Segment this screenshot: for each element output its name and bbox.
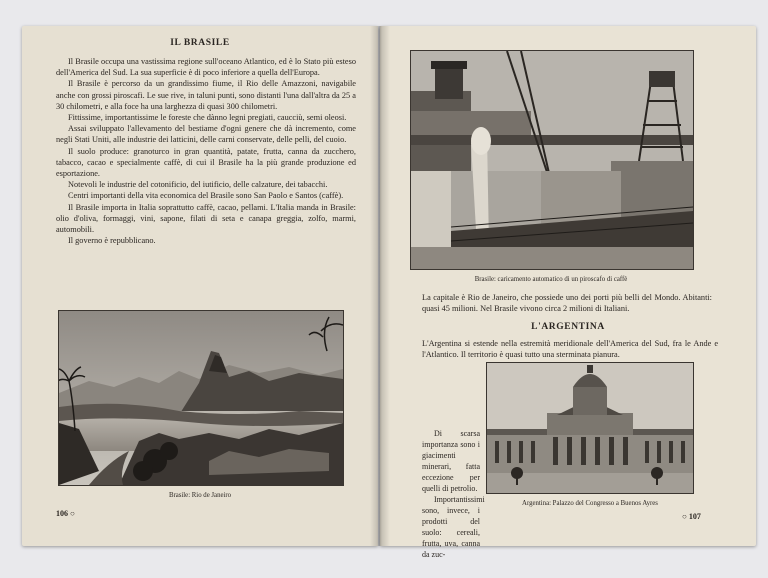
page-number-value: 107 (688, 512, 701, 521)
congress-palace-photo (486, 362, 694, 494)
section-title: L'ARGENTINA (531, 322, 605, 332)
right-page (380, 26, 756, 559)
paragraph: Fittissime, importantissime le foreste che dànno legni pregiati, caucciù, semi oleosi. (68, 113, 347, 123)
paragraph: Centri importanti della vita economica del Brasile sono San Paolo e Santos (caffè). (68, 191, 344, 201)
photo-caption: Brasile: Rio de Janeiro (168, 492, 232, 499)
page-number (682, 512, 701, 521)
page-number (56, 509, 75, 518)
paragraph: Il Brasile importa in Italia soprattutto caffè, cacao, pellami. L'Italia manda in Brasile: olio d'oliva, formaggi, vini, sapone, filati di seta e canapa greggia, zolfo, marmi, automobili. (56, 202, 356, 235)
paragraph: Il Brasile occupa una vastissima regione sull'oceano Atlantico, ed è lo Stato più esteso dell'America del Sud. La sua superficie è di poco inferiore a quella dell'Europa. (56, 57, 356, 78)
open-book (22, 26, 756, 559)
ornament-icon: ○ (70, 509, 75, 518)
photo-caption: Brasile: caricamento automatico di un piroscafo di caffè (474, 276, 628, 283)
argentina-column (422, 428, 485, 560)
ornament-icon: ○ (682, 512, 687, 521)
ship-loading-photo (410, 50, 694, 270)
capital-text (422, 292, 712, 314)
photo-caption: Argentina: Palazzo del Congresso a Buenos Ayres (522, 500, 658, 507)
paragraph: Importantissimi sono, invece, i prodotti del suolo: cereali, frutta, uva, canna da zuc- (422, 495, 485, 559)
paragraph: L'Argentina si estende nella estremità meridionale dell'America del Sud, fra le Ande e l'Atlantico. Il territorio è quasi tutto una sterminata pianura. (422, 339, 718, 360)
argentina-intro (422, 338, 718, 360)
paragraph: La capitale è Rio de Janeiro, che possiede uno dei porti più belli del Mondo. Abitanti: quasi 45 milioni. Nel Brasile vivono circa 2 milioni di Italiani. (422, 293, 712, 314)
page-number-value: 106 (56, 509, 68, 518)
brasile-text (56, 56, 356, 246)
paragraph: Il suolo produce: granoturco in gran quantità, patate, frutta, canna da zucchero, tabacco, cacao e specialmente caffè, di cui il Brasile ha la più grande produzione ed esportazione. (56, 146, 356, 179)
rio-photo (58, 310, 344, 486)
paragraph: Il Brasile è percorso da un grandissimo fiume, il Rio delle Amazzoni, navigabile anche con grossi piroscafi. Le sue rive, in taluni punti, sono distanti l'una dall'altra da 25 a 30 chilometri, e alla foce ha una larghezza di quasi 300 chilometri. (56, 79, 356, 111)
left-page (22, 26, 378, 546)
paragraph: Di scarsa importanza sono i giacimenti minerari, fatta eccezione per quelli di petrolio. (422, 429, 480, 493)
page-title: IL BRASILE (170, 38, 230, 48)
paragraph: Assai sviluppato l'allevamento del bestiame d'ogni genere che dà incremento, come negli Stati Uniti, alle industrie dei latticini, delle carni conservate, delle pelli, del cuoio. (56, 124, 356, 145)
paragraph: Notevoli le industrie del cotonificio, del iutificio, delle calzature, dei tabacchi. (68, 180, 328, 190)
paragraph: Il governo è repubblicano. (68, 236, 156, 246)
